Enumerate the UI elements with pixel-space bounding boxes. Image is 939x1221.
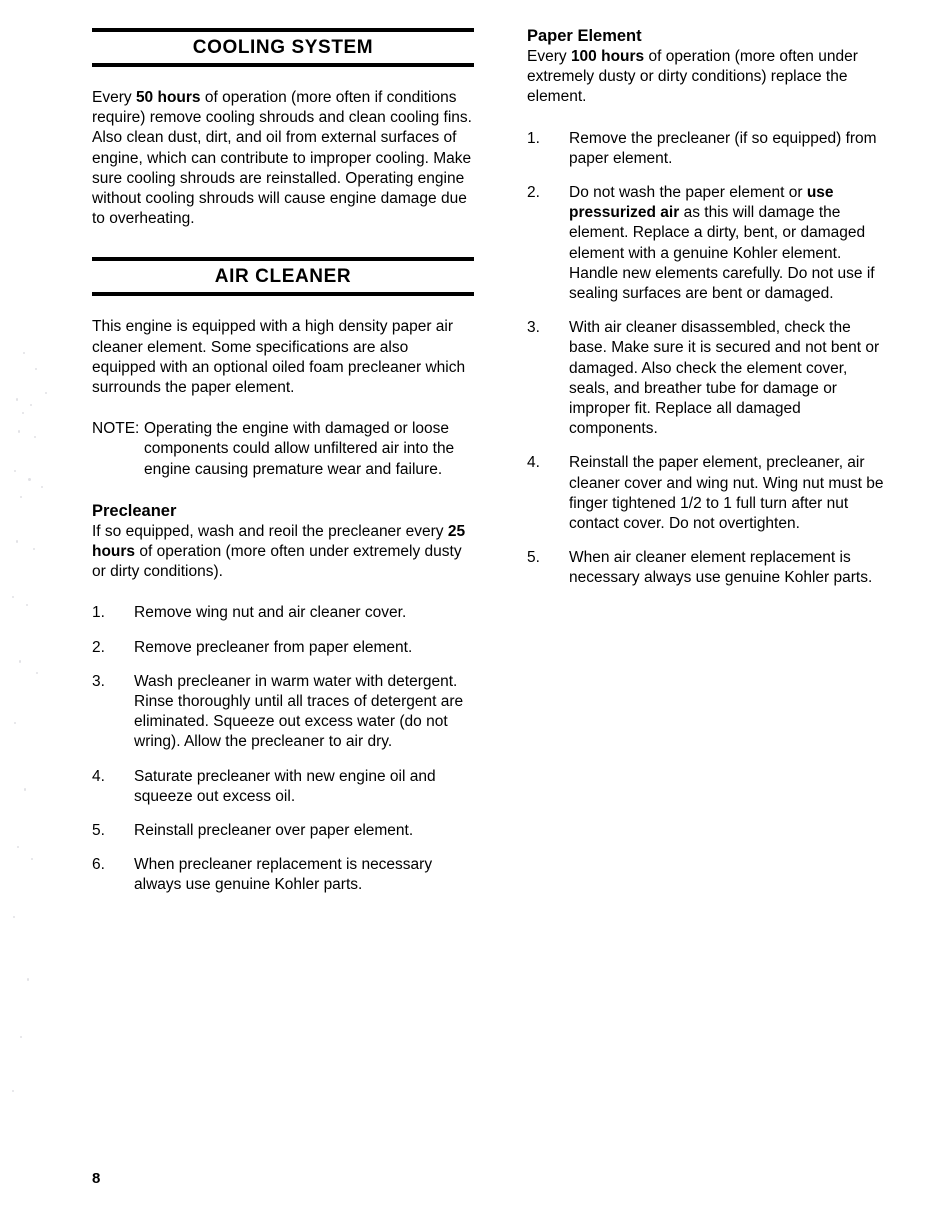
list-item-number: 3.	[92, 672, 105, 690]
list-item-number: 5.	[527, 549, 540, 567]
scan-speck	[12, 596, 14, 598]
precleaner-paragraph	[92, 522, 474, 583]
scan-speck	[23, 352, 25, 354]
page-number: 8	[92, 1170, 101, 1187]
scan-speck	[20, 496, 22, 498]
list-item-number: 2.	[92, 638, 105, 656]
air-cleaner-intro-paragraph: This engine is equipped with a high density paper air cleaner element. Some specifications are also equipped with an optional oiled foam precleaner which surrounds the paper element.	[92, 318, 466, 397]
note-label: NOTE:	[92, 420, 140, 438]
list-item-text	[569, 549, 872, 586]
scan-speck	[16, 398, 18, 401]
text-run: as this will damage the element. Replace a dirty, bent, or damaged element with a genuine Kohler element. Handle new elements carefully. Do not use if sealing surfaces are bent or damaged.	[569, 204, 875, 303]
spacer	[527, 304, 887, 318]
paper-element-step-list	[527, 129, 887, 603]
list-item	[527, 453, 887, 534]
scan-speck	[35, 368, 37, 370]
scan-speck	[27, 978, 29, 981]
cooling-system-paragraph	[92, 88, 474, 229]
scan-speck	[36, 672, 38, 674]
text-run: Every	[527, 48, 571, 65]
paper-element-paragraph	[527, 47, 887, 108]
list-item	[527, 318, 887, 439]
list-item-number: 3.	[527, 319, 540, 337]
list-item-text	[134, 768, 436, 805]
list-item-text	[134, 604, 406, 621]
spacer	[92, 67, 474, 88]
subheading-paper-element: Paper Element	[527, 27, 642, 45]
spacer	[92, 480, 474, 501]
spacer	[527, 439, 887, 453]
spacer	[527, 534, 887, 548]
list-item-number: 5.	[92, 822, 105, 840]
scan-speck	[14, 470, 16, 472]
list-item-text	[134, 856, 432, 893]
text-run: Reinstall the paper element, precleaner, air cleaner cover and wing nut. Wing nut must be finger tightened 1/2 to 1 full turn after nut contact cover. Do not overtighten.	[569, 454, 884, 533]
scan-speck	[17, 846, 19, 848]
list-item-text	[134, 639, 412, 656]
text-run: Do not wash the paper element or	[569, 184, 807, 202]
list-item	[92, 638, 474, 658]
scan-speck	[16, 540, 18, 543]
section-heading-cooling-system: COOLING SYSTEM	[92, 28, 474, 67]
text-run: When precleaner replacement is necessary always use genuine Kohler parts.	[134, 856, 433, 894]
text-run: With air cleaner disassembled, check the base. Make sure it is secured and not bent or damaged. Also check the element cover, seals, and breather tube for damage or improper fit. Replace all damaged components.	[569, 319, 880, 438]
list-item	[92, 821, 474, 841]
list-item	[92, 672, 474, 753]
list-item	[92, 767, 474, 807]
list-item	[527, 129, 887, 169]
list-item-number: 2.	[527, 184, 540, 202]
list-item-text	[569, 454, 883, 532]
text-run: of operation (more often if conditions require) remove cooling shrouds and clean cooling fins. Also clean dust, dirt, and oil from external surfaces of engine, which can contribute to improper cooling. Make sure cooling shrouds are reinstalled. Operating engine without cooling shrouds will cause engine damage due to overheating.	[92, 89, 472, 228]
text-run: Reinstall precleaner over paper element.	[134, 822, 414, 840]
text-run: Remove wing nut and air cleaner cover.	[134, 604, 407, 622]
spacer	[92, 841, 474, 855]
scan-speck	[28, 478, 31, 481]
text-run: Remove the precleaner (if so equipped) from paper element.	[569, 129, 877, 167]
scan-speck	[19, 660, 21, 663]
scan-speck	[22, 412, 24, 414]
spacer	[92, 753, 474, 767]
left-column	[92, 28, 474, 910]
scan-speck	[34, 436, 36, 438]
emphasis-run: use pressurized air	[569, 184, 834, 222]
list-item-number: 6.	[92, 856, 105, 874]
text-run: Wash precleaner in warm water with detergent. Rinse thoroughly until all traces of detergent are eliminated. Squeeze out excess water (do not wring). Allow the precleaner to air dry.	[134, 672, 464, 751]
emphasis-run: 100 hours	[570, 48, 645, 65]
list-item	[92, 855, 474, 895]
scan-speck	[26, 604, 28, 606]
text-run: Every	[92, 89, 136, 106]
list-item	[527, 548, 887, 588]
spacer	[92, 807, 474, 821]
scan-speck	[12, 1090, 14, 1092]
scan-speck	[45, 392, 47, 394]
text-run: of operation (more often under extremely dusty or dirty conditions).	[92, 543, 462, 581]
spacer	[92, 229, 474, 257]
list-item-text	[569, 184, 875, 302]
list-item-text	[134, 673, 463, 751]
text-run: Remove precleaner from paper element.	[134, 638, 413, 656]
emphasis-run: 50 hours	[135, 89, 201, 106]
spacer	[527, 108, 887, 129]
list-item-text	[134, 822, 413, 839]
scan-speck	[33, 548, 35, 550]
list-item	[92, 603, 474, 623]
list-item-number: 1.	[527, 129, 540, 147]
scan-speck	[31, 858, 33, 860]
scan-speck	[13, 916, 15, 918]
spacer	[92, 658, 474, 672]
subheading-precleaner: Precleaner	[92, 501, 177, 520]
list-item-text	[569, 319, 879, 437]
spacer	[92, 398, 474, 419]
scan-speck	[24, 788, 26, 791]
section-heading-air-cleaner: AIR CLEANER	[92, 257, 474, 296]
precleaner-step-list	[92, 603, 474, 909]
text-run: of operation (more often under extremely dusty or dirty conditions) replace the element.	[527, 48, 858, 106]
spacer	[527, 589, 887, 603]
text-run: Saturate precleaner with new engine oil and squeeze out excess oil.	[134, 767, 436, 805]
list-item-number: 4.	[92, 767, 105, 785]
text-run: If so equipped, wash and reoil the precleaner every	[92, 522, 448, 540]
spacer	[92, 624, 474, 638]
spacer	[527, 169, 887, 183]
scan-speck	[18, 430, 20, 433]
list-item-text	[569, 130, 877, 167]
spacer	[92, 582, 474, 603]
air-cleaner-note	[92, 419, 474, 480]
scan-speck	[14, 722, 16, 724]
emphasis-run: 25 hours	[92, 522, 466, 561]
note-text: Operating the engine with damaged or loose components could allow unfiltered air into the engine causing premature wear and failure.	[144, 420, 455, 478]
spacer	[92, 296, 474, 317]
scan-speck	[20, 1036, 22, 1038]
right-column	[527, 26, 887, 603]
text-run: When air cleaner element replacement is necessary always use genuine Kohler parts.	[569, 549, 873, 587]
list-item-number: 4.	[527, 454, 540, 472]
scan-speck	[30, 404, 32, 406]
list-item-number: 1.	[92, 604, 105, 622]
spacer	[92, 896, 474, 910]
list-item	[527, 183, 887, 304]
scan-speck	[41, 486, 43, 488]
